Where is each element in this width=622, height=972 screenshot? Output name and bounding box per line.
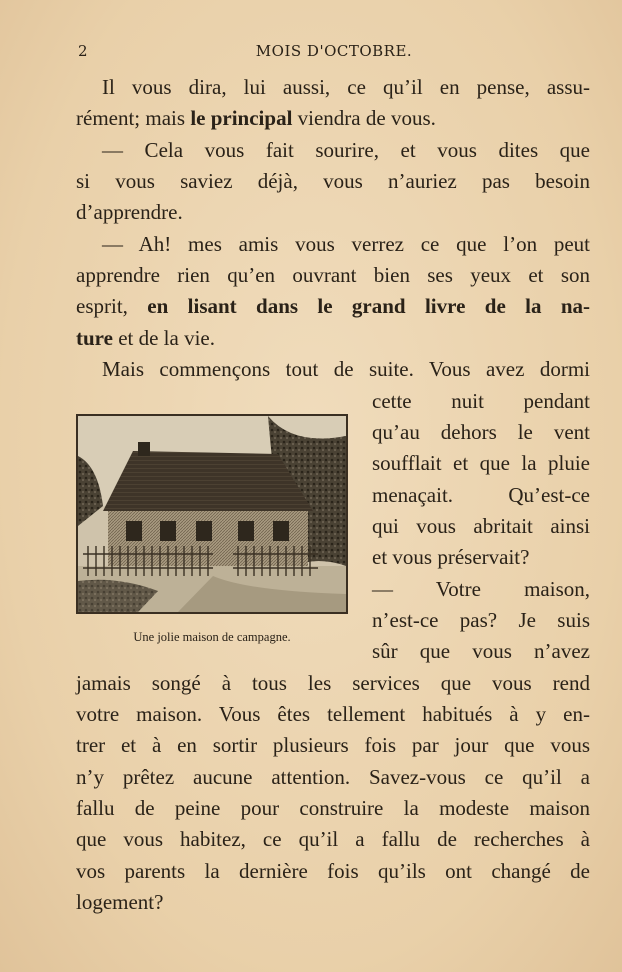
text-line — [76, 824, 590, 854]
text-line — [102, 72, 590, 102]
text-run: logement? — [76, 890, 164, 915]
text-run: apprendre rien qu’en ouvrant bien ses yeux et son — [76, 263, 590, 288]
text-run: Mais commençons tout de suite. Vous avez dormi — [102, 357, 590, 382]
text-line — [76, 260, 590, 290]
text-line — [102, 354, 590, 384]
text-line — [372, 542, 590, 572]
text-run: menaçait. Qu’est-ce — [372, 482, 590, 507]
text-run: — Ah! mes amis vous verrez ce que l’on peut — [102, 231, 590, 256]
bold-phrase: ture — [76, 325, 113, 350]
text-run: jamais songé à tous les services que vous rend — [76, 670, 590, 695]
text-run: que vous habitez, ce qu’il a fallu de recherches à — [76, 827, 590, 852]
text-line — [372, 605, 590, 635]
text-run: vos parents la dernière fois qu’ils ont changé de — [76, 858, 590, 883]
text-line — [76, 762, 590, 792]
text-line — [372, 386, 590, 416]
text-line — [76, 197, 590, 227]
text-run: et de la vie. — [112, 325, 215, 350]
text-line — [372, 480, 590, 510]
page-number: 2 — [78, 42, 89, 60]
text-run: votre maison. Vous êtes tellement habitués à y en- — [76, 702, 590, 726]
text-run: sûr que vous n’avez — [372, 639, 590, 664]
text-run: si vous saviez déjà, vous n’auriez pas besoin — [76, 169, 590, 194]
text-line — [76, 103, 590, 133]
text-run: et vous préservait? — [372, 545, 530, 570]
figure-caption: Une jolie maison de campagne. — [133, 630, 291, 644]
text-run: esprit, — [76, 294, 148, 319]
text-run: n’y prêtez aucune attention. Savez-vous ce qu’il a — [76, 764, 590, 789]
text-line — [76, 730, 590, 760]
text-line — [372, 448, 590, 478]
text-run: Il vous dira, lui aussi, ce qu’il en pense, assu- — [102, 75, 590, 99]
engraving-image — [78, 416, 346, 612]
running-title: MOIS D'OCTOBRE. — [255, 42, 413, 60]
text-run: qui vous abritait ainsi — [372, 513, 590, 538]
text-run: rément; mais — [76, 106, 191, 131]
text-line — [76, 699, 590, 729]
text-line — [102, 229, 590, 259]
text-run: — Cela vous fait sourire, et vous dites que — [102, 137, 590, 162]
page-header — [78, 42, 590, 66]
text-line — [76, 887, 590, 917]
text-run: n’est-ce pas? Je suis — [372, 607, 590, 632]
text-line — [76, 793, 590, 823]
bold-phrase: le principal — [190, 106, 293, 131]
text-run: fallu de peine pour construire la modeste maison — [76, 796, 590, 821]
text-line — [102, 135, 590, 165]
text-line — [372, 417, 590, 447]
text-run: cette nuit pendant — [372, 388, 590, 413]
text-line — [76, 856, 590, 886]
text-line — [76, 668, 590, 698]
text-line — [76, 323, 590, 353]
text-run: — Votre maison, — [372, 576, 590, 601]
text-run: viendra de vous. — [292, 106, 436, 131]
text-line — [372, 574, 590, 604]
text-run: qu’au dehors le vent — [372, 419, 590, 444]
text-run: soufflait et que la pluie — [372, 451, 590, 476]
text-line — [76, 166, 590, 196]
text-line — [372, 511, 590, 541]
text-line — [372, 636, 590, 666]
house-illustration — [76, 414, 348, 614]
text-run: d’apprendre. — [76, 200, 183, 225]
text-line — [76, 291, 590, 321]
bold-phrase: en lisant dans le grand livre de la na- — [147, 294, 591, 319]
text-run: trer et à en sortir plusieurs fois par jour que vous — [76, 733, 590, 758]
